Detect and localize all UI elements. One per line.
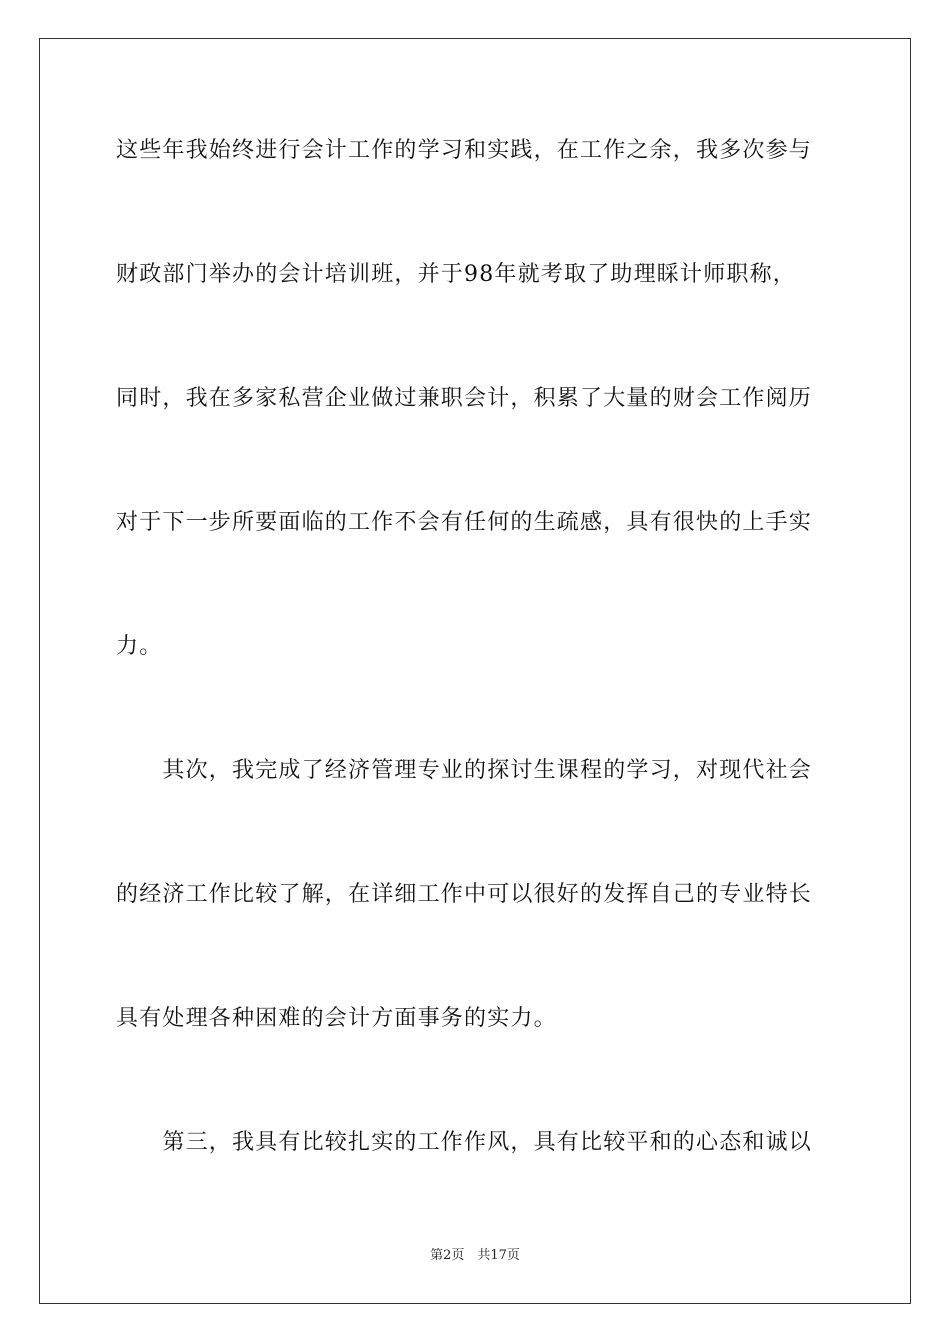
page-frame: [39, 38, 911, 1304]
text-line: 同时，我在多家私营企业做过兼职会计，积累了大量的财会工作阅历: [116, 386, 813, 411]
text-line: 具有处理各种困难的会计方面事务的实力。: [116, 1006, 557, 1031]
text-line: 力。: [116, 634, 163, 659]
text-line: 这些年我始终进行会计工作的学习和实践，在工作之余，我多次参与: [116, 138, 813, 163]
page-number-footer: 第2页 共17页: [430, 1248, 520, 1263]
text-line: 的经济工作比较了解，在详细工作中可以很好的发挥自己的专业特长: [116, 882, 813, 907]
text-line: 第三，我具有比较扎实的工作作风，具有比较平和的心态和诚以: [116, 1130, 813, 1155]
text-line: 其次，我完成了经济管理专业的探讨生课程的学习，对现代社会: [116, 758, 813, 783]
text-line: 对于下一步所要面临的工作不会有任何的生疏感，具有很快的上手实: [116, 510, 813, 535]
text-line: 财政部门举办的会计培训班，并于98年就考取了助理睬计师职称，: [116, 262, 796, 287]
